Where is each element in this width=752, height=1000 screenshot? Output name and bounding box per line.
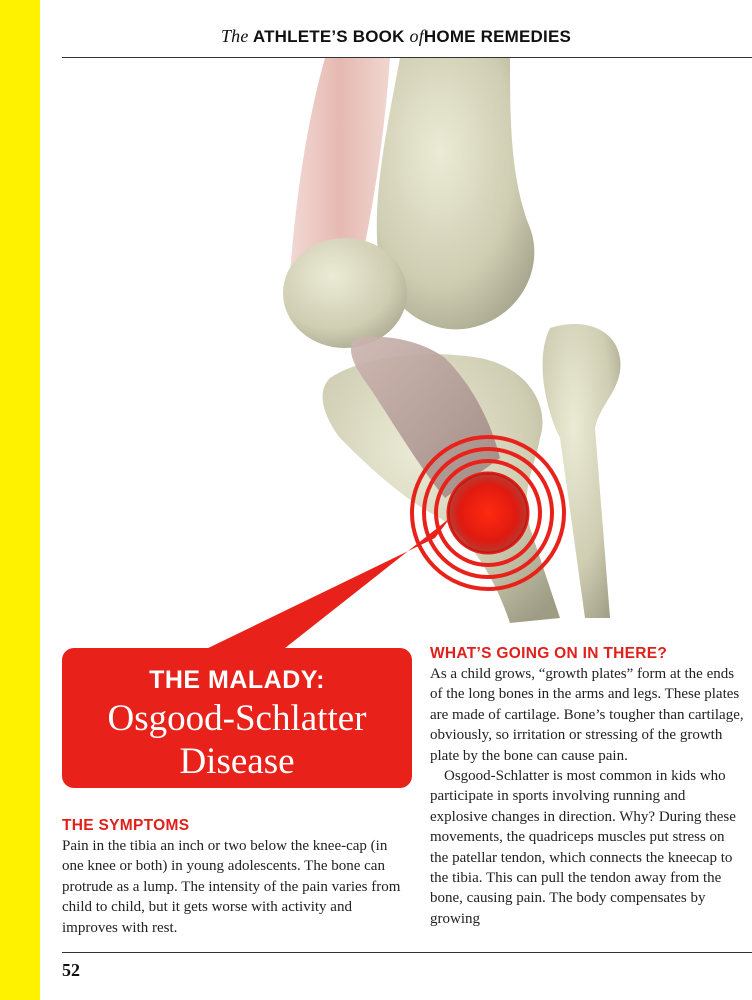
footer-rule (62, 952, 752, 953)
fibula-bone (543, 324, 621, 618)
running-head-connector: of (409, 26, 424, 46)
whats-going-on-heading: WHAT’S GOING ON IN THERE? (430, 645, 668, 662)
symptoms-text: Pain in the tibia an inch or two below the knee-cap (in one knee or both) in young adolescents. The bone can protrude as a lump. The intensity of the pain varies from child to child, but it gets worse with activity and improves with rest. (62, 838, 401, 936)
malady-callout-box (62, 648, 412, 788)
whats-going-on-para1: As a child grows, “growth plates” form at the ends of the long bones in the arms and legs. These plates are made of cartilage. Bone’s tougher than cartilage, obviously, so irritation or stressing of the growth plate by the bone can cause pain. (430, 666, 744, 764)
symptoms-body (62, 836, 402, 938)
page-number: 52 (62, 960, 80, 980)
whats-going-on-body (430, 664, 746, 929)
pain-hotspot (448, 473, 528, 553)
callout-pointer (200, 518, 450, 652)
running-head (40, 26, 752, 47)
running-head-part2: HOME REMEDIES (423, 27, 572, 46)
knee-anatomy-illustration (40, 58, 752, 658)
page-edge-color-bar (0, 0, 40, 1000)
running-head-part1: ATHLETE’S BOOK (252, 27, 405, 46)
patella-bone (283, 238, 407, 348)
symptoms-heading: THE SYMPTOMS (62, 817, 190, 834)
malady-name-line1: Osgood-Schlatter (107, 698, 367, 739)
whats-going-on-para2: Osgood-Schlatter is most common in kids who participate in sports involving running and explosive changes in direction. Why? During these movements, the quadriceps muscles put stress on the patellar tendon, which connects the kneecap to the tibia. This can pull the tendon away from the bone, causing pain. The body compensates by growing (430, 768, 736, 927)
malady-label: THE MALADY: (149, 666, 325, 694)
malady-name-line2: Disease (179, 741, 295, 782)
running-head-prefix: The (220, 26, 249, 46)
